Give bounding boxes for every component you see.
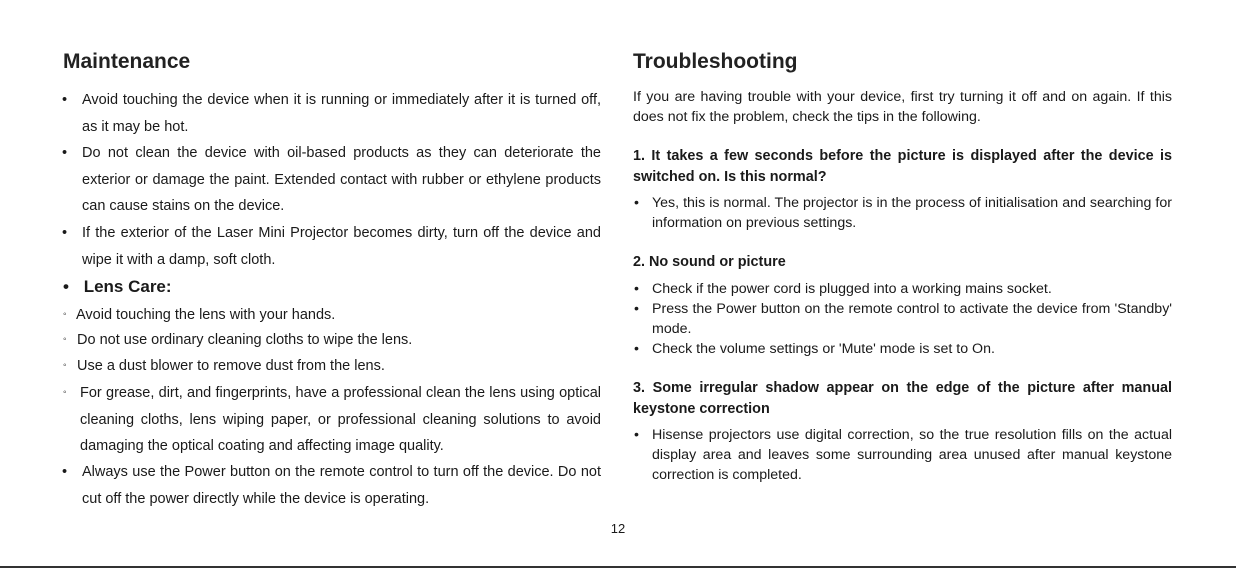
maintenance-item xyxy=(62,140,601,220)
bullet-icon: • xyxy=(634,281,639,297)
answer-text: Press the Power button on the remote control to activate the device from 'Standby' mode. xyxy=(652,301,1172,337)
answer-text: Yes, this is normal. The projector is in the process of initialisation and searching for information on previous settings. xyxy=(652,195,1172,231)
circle-bullet-icon: ◦ xyxy=(63,309,67,320)
maintenance-item-text: If the exterior of the Laser Mini Projector becomes dirty, turn off the device and wipe it with a damp, soft cloth. xyxy=(82,225,601,268)
answer-item xyxy=(634,339,1172,359)
lens-care-item xyxy=(63,327,601,354)
answer-item xyxy=(634,299,1172,339)
lens-care-item-text: Use a dust blower to remove dust from the lens. xyxy=(77,358,385,374)
answer-text: Hisense projectors use digital correction, so the true resolution fills on the actual display area and leaves some surrounding area unused after manual keystone correction is completed. xyxy=(652,427,1172,483)
bullet-icon: • xyxy=(634,427,639,443)
bullet-icon: • xyxy=(62,225,68,241)
bullet-icon: • xyxy=(63,277,69,296)
page-number: 12 xyxy=(610,521,626,536)
bullet-icon: • xyxy=(634,195,639,211)
maintenance-item-text: Do not clean the device with oil-based products as they can deteriorate the exterior or damage the paint. Extended contact with rubber or ethylene products can cause stains on the device. xyxy=(82,145,601,214)
lens-care-item-text: For grease, dirt, and fingerprints, have a professional clean the lens using optical cleaning cloths, lens wiping paper, or professional cleaning solutions to avoid damaging the optical coating and affecting image quality. xyxy=(80,385,601,454)
maintenance-title: Maintenance xyxy=(63,50,191,73)
answer-item xyxy=(634,425,1172,485)
bullet-icon: • xyxy=(62,145,68,161)
circle-bullet-icon: ◦ xyxy=(63,334,67,345)
answer-item xyxy=(634,279,1172,299)
bullet-icon: • xyxy=(62,464,68,480)
troubleshooting-title: Troubleshooting xyxy=(633,50,798,73)
lens-care-item-text: Avoid touching the lens with your hands. xyxy=(76,307,336,323)
lens-care-item-text: Do not use ordinary cleaning cloths to wipe the lens. xyxy=(77,332,413,348)
answer-item xyxy=(634,193,1172,233)
lens-care-title: Lens Care: xyxy=(83,277,172,296)
bullet-icon: • xyxy=(634,341,639,357)
troubleshooting-intro: If you are having trouble with your device, first try turning it off and on again. If this does not fix the problem, check the tips in the following. xyxy=(633,89,1172,125)
lens-care-item xyxy=(63,380,601,460)
circle-bullet-icon: ◦ xyxy=(63,387,67,398)
maintenance-item xyxy=(62,220,601,273)
lens-care-heading xyxy=(63,276,172,298)
lens-care-item xyxy=(63,302,601,329)
maintenance-item xyxy=(62,87,601,140)
maintenance-item-text: Avoid touching the device when it is running or immediately after it is turned off, as it may be hot. xyxy=(82,92,601,135)
bullet-icon: • xyxy=(62,92,68,108)
question-heading: 3. Some irregular shadow appear on the edge of the picture after manual keystone correction xyxy=(633,380,1172,417)
question-heading: 1. It takes a few seconds before the picture is displayed after the device is switched on. Is this normal? xyxy=(633,148,1172,185)
answer-text: Check the volume settings or 'Mute' mode is set to On. xyxy=(652,341,995,357)
bullet-icon: • xyxy=(634,301,639,317)
maintenance-item-text: Always use the Power button on the remote control to turn off the device. Do not cut off the power directly while the device is operating. xyxy=(82,464,601,507)
circle-bullet-icon: ◦ xyxy=(63,360,67,371)
maintenance-item xyxy=(62,459,601,512)
lens-care-item xyxy=(63,353,601,380)
answer-text: Check if the power cord is plugged into a working mains socket. xyxy=(652,281,1052,297)
question-heading: 2. No sound or picture xyxy=(633,254,786,270)
